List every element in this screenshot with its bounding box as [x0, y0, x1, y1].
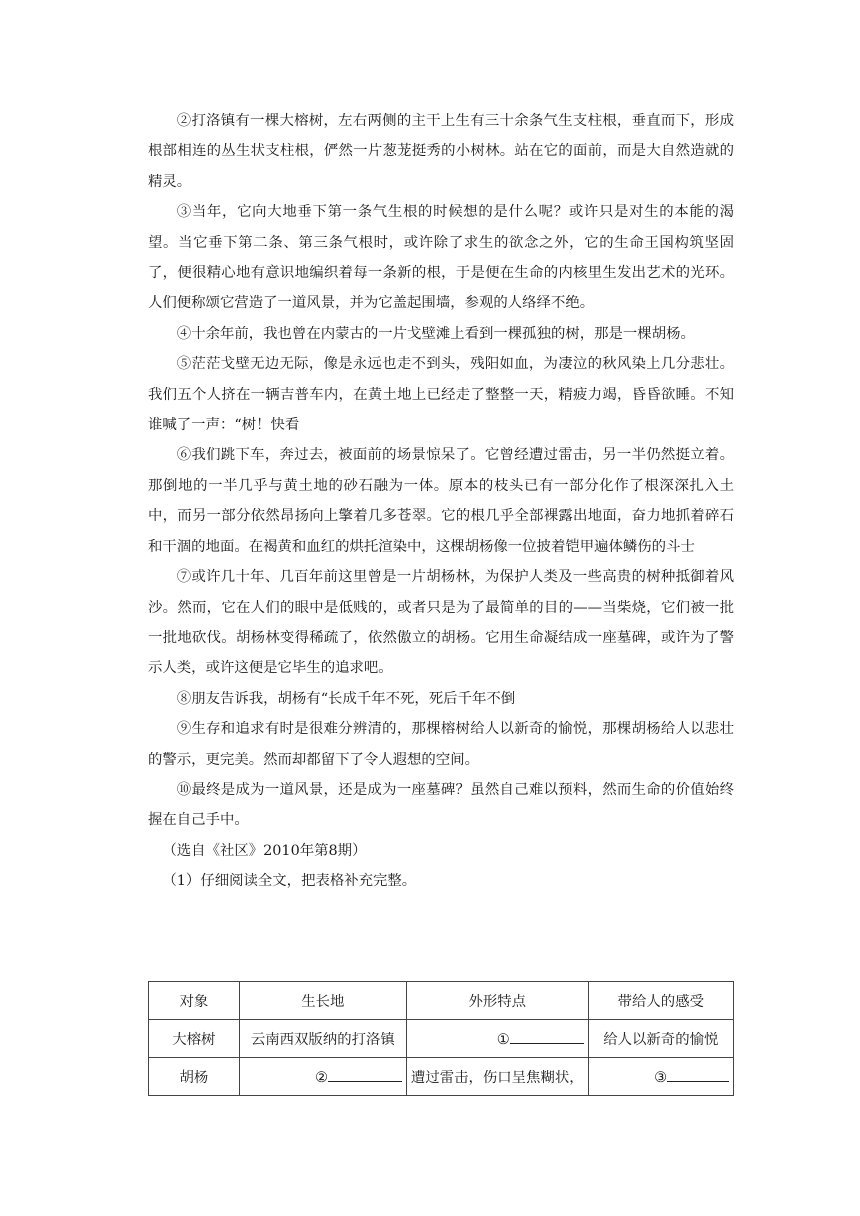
cell-location-poplar[interactable] — [239, 1058, 406, 1096]
answer-blank-1[interactable] — [510, 1029, 584, 1044]
blank-marker-1: ① — [496, 1032, 510, 1048]
answer-blank-2[interactable] — [328, 1067, 402, 1082]
paragraph-4: ④十余年前，我也曾在内蒙古的一片戈壁滩上看到一棵孤独的树，那是一棵胡杨。 — [176, 325, 695, 342]
cell-object-poplar: 胡杨 — [149, 1058, 240, 1096]
header-location: 生长地 — [239, 982, 406, 1020]
answer-blank-3[interactable] — [667, 1067, 729, 1082]
paragraph-5: ⑤茫茫戈壁无边无际，像是永远也走不到头，残阳如血，为凄泣的秋风染上几分悲壮。我们五个人挤在一辆吉普车内，在黄土地上已经走了整整一天，精疲力竭，昏昏欲睡。不知谁喊了一声：“树！快看 — [148, 356, 734, 434]
header-feeling: 带给人的感受 — [588, 982, 733, 1020]
table-row — [149, 1020, 734, 1058]
paragraph-6: ⑥我们跳下车，奔过去，被面前的场景惊呆了。它曾经遭过雷击，另一半仍然挺立着。那倒地的一半几乎与黄土地的砂石融为一体。原本的枝头已有一部分化作了根深深扎入土中，而另一部分依然昂扬向上擎着几多苍翠。它的根几乎全部裸露出地面，奋力地抓着碎石和干涸的地面。在褐黄和血红的烘托渲染中，这棵胡杨像一位披着铠甲遍体鳞伤的斗士 — [148, 447, 734, 555]
source-citation: （选自《社区》2010年第8期） — [162, 842, 367, 859]
header-object: 对象 — [149, 982, 240, 1020]
cell-shape-poplar: 遭过雷击，伤口呈焦糊状， — [406, 1058, 588, 1096]
paragraph-3: ③当年，它向大地垂下第一条气生根的时候想的是什么呢？或许只是对生的本能的渴望。当它垂下第二条、第三条气根时，或许除了求生的欲念之外，它的生命王国构筑坚固了，便很精心地有意识地编织着每一条新的根，于是便在生命的内核里生发出艺术的光环。人们便称颂它营造了一道风景，并为它盖起围墙，参观的人络绎不绝。 — [148, 204, 734, 312]
header-shape: 外形特点 — [406, 982, 588, 1020]
paragraph-8: ⑧朋友告诉我，胡杨有“长成千年不死，死后千年不倒 — [176, 690, 516, 707]
table-row — [149, 1058, 734, 1096]
cell-feeling-banyan: 给人以新奇的愉悦 — [588, 1020, 733, 1058]
cell-feeling-poplar[interactable] — [588, 1058, 733, 1096]
paragraph-2: ②打洛镇有一棵大榕树，左右两侧的主干上生有三十余条气生支柱根，垂直而下，形成根部相连的丛生状支柱根，俨然一片葱茏挺秀的小树林。站在它的面前，而是大自然造就的精灵。 — [148, 113, 734, 190]
answer-table — [148, 981, 734, 1096]
question-1: （1）仔细阅读全文，把表格补充完整。 — [162, 873, 417, 890]
cell-object-banyan: 大榕树 — [149, 1020, 240, 1058]
paragraph-10: ⑩最终是成为一道风景，还是成为一座墓碑？虽然自己难以预料，然而生命的价值始终握在自己手中。 — [148, 781, 734, 829]
blank-marker-3: ③ — [654, 1070, 667, 1086]
table-header-row — [149, 982, 734, 1020]
cell-location-banyan: 云南西双版纳的打洛镇 — [239, 1020, 406, 1058]
article-body — [148, 106, 734, 836]
blank-marker-2: ② — [315, 1070, 328, 1086]
paragraph-7: ⑦或许几十年、几百年前这里曾是一片胡杨林，为保护人类及一些高贵的树种抵御着风沙。然而，它在人们的眼中是低贱的，或者只是为了最简单的目的——当柴烧，它们被一批一批地砍伐。胡杨林变得稀疏了，依然傲立的胡杨。它用生命凝结成一座墓碑，或许为了警示人类，或许这便是它毕生的追求吧。 — [148, 569, 734, 677]
paragraph-9: ⑨生存和追求有时是很难分辨清的，那棵榕树给人以新奇的愉悦，那棵胡杨给人以悲壮的警示，更完美。然而却都留下了令人遐想的空间。 — [148, 721, 734, 768]
document-page — [148, 106, 734, 1086]
cell-shape-banyan[interactable] — [406, 1020, 588, 1058]
